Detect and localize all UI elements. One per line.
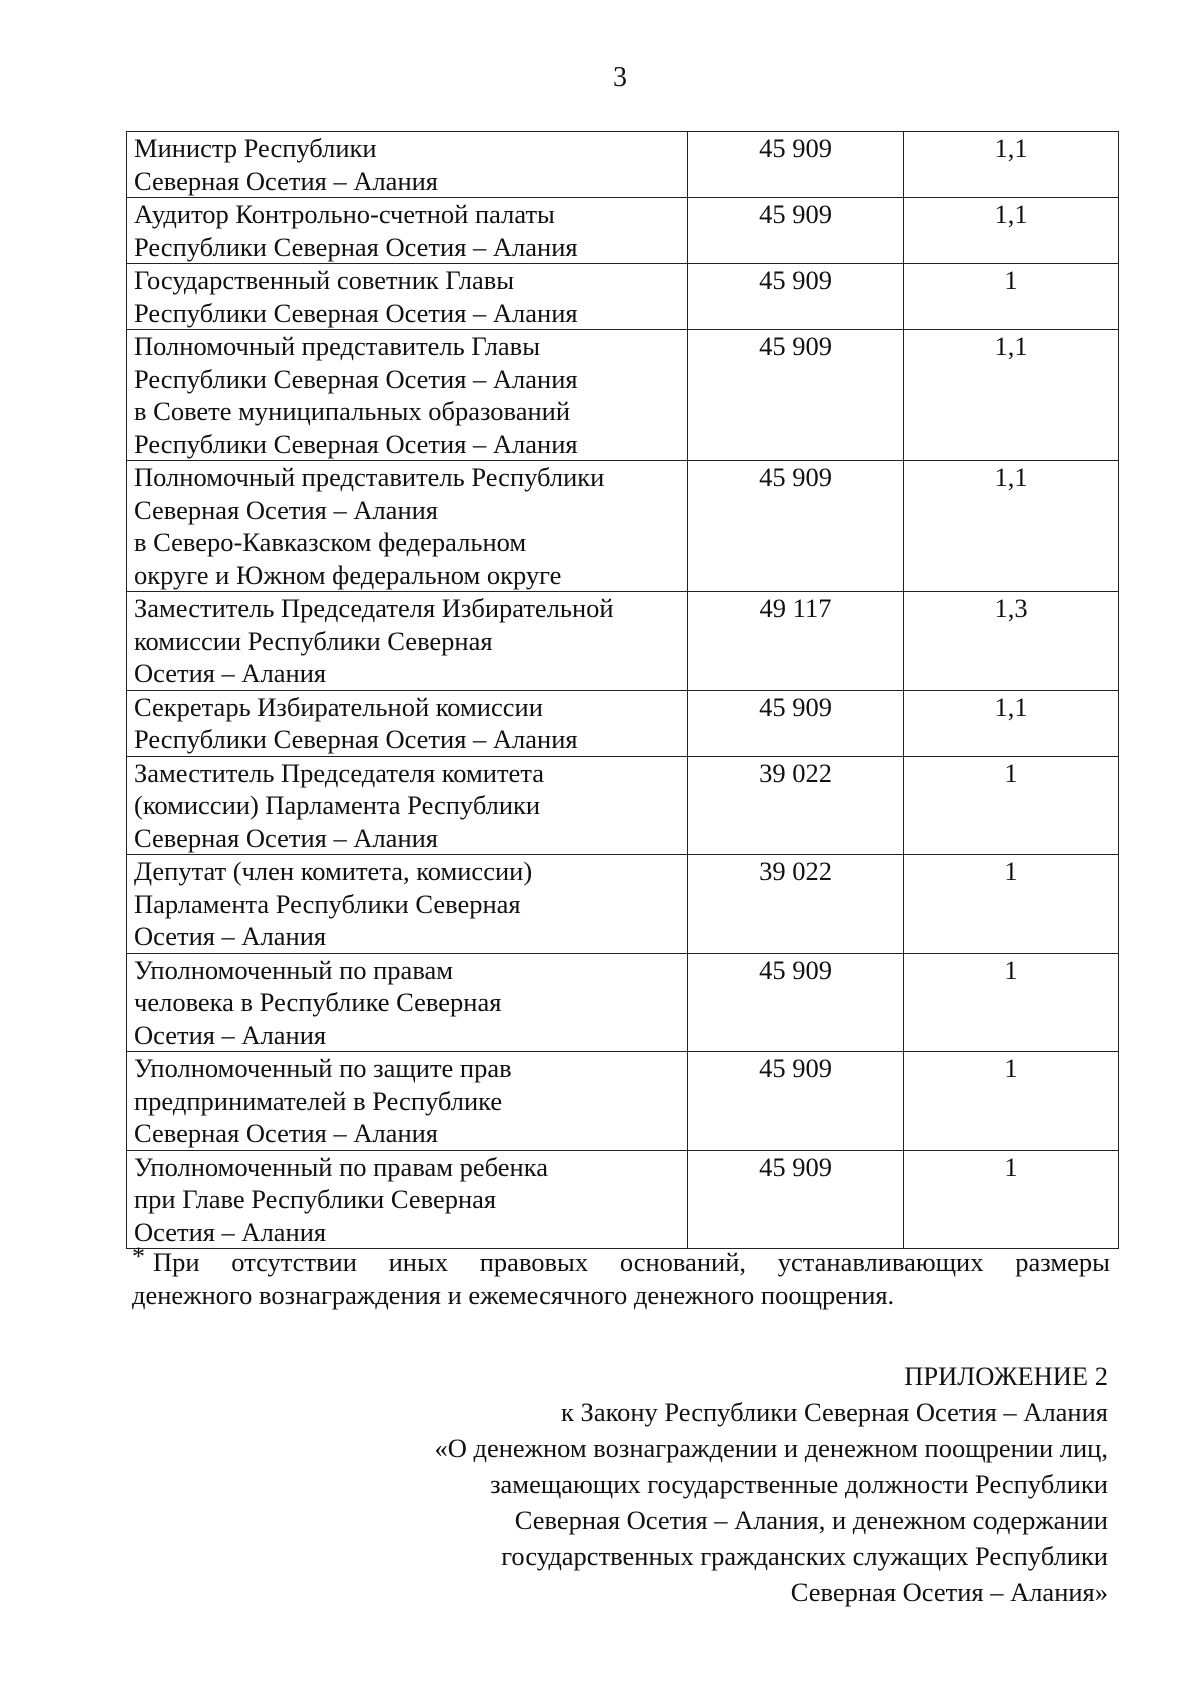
position-title-line: Уполномоченный по правам xyxy=(134,954,454,985)
salary-amount-cell: 45 909 xyxy=(688,1052,904,1151)
table-row xyxy=(127,690,1119,756)
position-title-line: Министр Республики xyxy=(134,133,377,163)
appendix-line: «О денежном вознаграждении и денежном поощрении лиц, xyxy=(434,1433,1108,1463)
position-title-cell xyxy=(127,264,688,330)
salary-amount-cell: 45 909 xyxy=(688,953,904,1052)
table-row xyxy=(127,461,1119,592)
coefficient-cell: 1 xyxy=(904,1052,1119,1151)
position-title-line: Республики Северная Осетия – Алания xyxy=(134,297,578,328)
position-title-line: Осетия – Алания xyxy=(134,1019,327,1050)
table-row xyxy=(127,855,1119,954)
position-title-cell xyxy=(127,592,688,691)
footnote-word: размеры xyxy=(1015,1247,1110,1277)
table-row xyxy=(127,264,1119,330)
coefficient-cell: 1,1 xyxy=(904,461,1119,592)
position-title-line: Депутат (член комитета, комиссии) xyxy=(134,856,533,886)
position-title-line: Осетия – Алания xyxy=(134,658,327,688)
table-row xyxy=(127,198,1119,264)
position-title-line: Северная Осетия – Алания xyxy=(134,165,438,196)
coefficient-cell: 1,1 xyxy=(904,198,1119,264)
salary-amount-cell: 45 909 xyxy=(688,330,904,461)
position-title-line: Уполномоченный по правам ребенка xyxy=(134,1151,548,1182)
position-title-line: в Северо-Кавказском федеральном xyxy=(134,527,527,557)
coefficient-cell: 1,1 xyxy=(904,132,1119,198)
position-title-line: Осетия – Алания xyxy=(134,921,327,951)
footnote-word: устанавливающих xyxy=(777,1247,984,1277)
salary-amount-cell: 45 909 xyxy=(688,690,904,756)
appendix-line: Северная Осетия – Алания, и денежном содержании xyxy=(514,1505,1108,1535)
footnote-line1 xyxy=(132,1242,1110,1279)
coefficient-cell: 1,1 xyxy=(904,330,1119,461)
position-title-line: округе и Южном федеральном округе xyxy=(134,559,562,590)
footnote-word: При xyxy=(153,1247,200,1277)
footnote-word: отсутствии xyxy=(231,1247,357,1277)
footnote-first-word xyxy=(132,1242,200,1279)
position-title-line: Республики Северная Осетия – Алания xyxy=(134,724,578,754)
table-row xyxy=(127,1052,1119,1151)
position-title-line: Парламента Республики Северная xyxy=(134,888,521,919)
position-title-line: предпринимателей в Республике xyxy=(134,1085,503,1116)
position-title-line: комиссии Республики Северная xyxy=(134,625,493,656)
appendix-line: государственных гражданских служащих Республики xyxy=(501,1541,1108,1571)
position-title-cell xyxy=(127,330,688,461)
footnote-marker: * xyxy=(132,1242,145,1271)
position-title-line: Аудитор Контрольно-счетной палаты xyxy=(134,199,555,229)
position-title-cell xyxy=(127,855,688,954)
position-title-cell xyxy=(127,132,688,198)
position-title-cell xyxy=(127,953,688,1052)
salary-amount-cell: 39 022 xyxy=(688,855,904,954)
position-title-line: Республики Северная Осетия – Алания xyxy=(134,231,578,262)
appendix-line: замещающих государственные должности Республики xyxy=(490,1469,1108,1499)
page-number: 3 xyxy=(613,62,627,93)
footnote-word: иных xyxy=(388,1247,449,1277)
table-row xyxy=(127,592,1119,691)
table-row xyxy=(127,953,1119,1052)
position-title-line: (комиссии) Парламента Республики xyxy=(134,790,541,820)
position-title-line: в Совете муниципальных образований xyxy=(134,396,571,426)
table-row xyxy=(127,132,1119,198)
position-title-cell xyxy=(127,1150,688,1249)
coefficient-cell: 1 xyxy=(904,855,1119,954)
table-row xyxy=(127,330,1119,461)
table-row xyxy=(127,1150,1119,1249)
position-title-line: при Главе Республики Северная xyxy=(134,1184,497,1214)
position-title-line: Республики Северная Осетия – Алания xyxy=(134,363,578,394)
appendix-line: Северная Осетия – Алания» xyxy=(790,1577,1108,1607)
position-title-line: Государственный советник Главы xyxy=(134,265,515,295)
position-title-cell xyxy=(127,690,688,756)
footnote-word: оснований, xyxy=(619,1247,747,1277)
appendix-line: к Закону Республики Северная Осетия – Алания xyxy=(561,1397,1108,1427)
position-title-cell xyxy=(127,198,688,264)
footnote-line2: денежного вознаграждения и ежемесячного денежного поощрения. xyxy=(132,1280,895,1310)
salary-amount-cell: 45 909 xyxy=(688,198,904,264)
position-title-line: Полномочный представитель Республики xyxy=(134,462,605,492)
footnote-word: правовых xyxy=(479,1247,589,1277)
salary-table xyxy=(126,131,1119,1249)
coefficient-cell: 1,3 xyxy=(904,592,1119,691)
table-row xyxy=(127,756,1119,855)
position-title-line: Осетия – Алания xyxy=(134,1216,327,1247)
appendix-title: ПРИЛОЖЕНИЕ 2 xyxy=(904,1361,1108,1391)
position-title-cell xyxy=(127,461,688,592)
position-title-line: Заместитель Председателя комитета xyxy=(134,757,544,788)
position-title-line: человека в Республике Северная xyxy=(134,987,502,1017)
salary-amount-cell: 45 909 xyxy=(688,1150,904,1249)
position-title-line: Республики Северная Осетия – Алания xyxy=(134,428,578,459)
salary-amount-cell: 49 117 xyxy=(688,592,904,691)
position-title-line: Полномочный представитель Главы xyxy=(134,331,541,361)
position-title-line: Заместитель Председателя Избирательной xyxy=(134,593,614,623)
table-body xyxy=(127,132,1119,1249)
position-title-line: Северная Осетия – Алания xyxy=(134,494,438,525)
position-title-line: Уполномоченный по защите прав xyxy=(134,1053,512,1083)
coefficient-cell: 1,1 xyxy=(904,690,1119,756)
position-title-line: Северная Осетия – Алания xyxy=(134,1118,438,1148)
footnote xyxy=(132,1242,1110,1312)
salary-amount-cell: 45 909 xyxy=(688,132,904,198)
salary-amount-cell: 45 909 xyxy=(688,461,904,592)
salary-amount-cell: 39 022 xyxy=(688,756,904,855)
position-title-line: Северная Осетия – Алания xyxy=(134,822,438,853)
coefficient-cell: 1 xyxy=(904,1150,1119,1249)
position-title-cell xyxy=(127,756,688,855)
position-title-cell xyxy=(127,1052,688,1151)
position-title-line: Секретарь Избирательной комиссии xyxy=(134,691,543,722)
appendix-header xyxy=(434,1358,1108,1610)
coefficient-cell: 1 xyxy=(904,953,1119,1052)
salary-amount-cell: 45 909 xyxy=(688,264,904,330)
coefficient-cell: 1 xyxy=(904,756,1119,855)
coefficient-cell: 1 xyxy=(904,264,1119,330)
